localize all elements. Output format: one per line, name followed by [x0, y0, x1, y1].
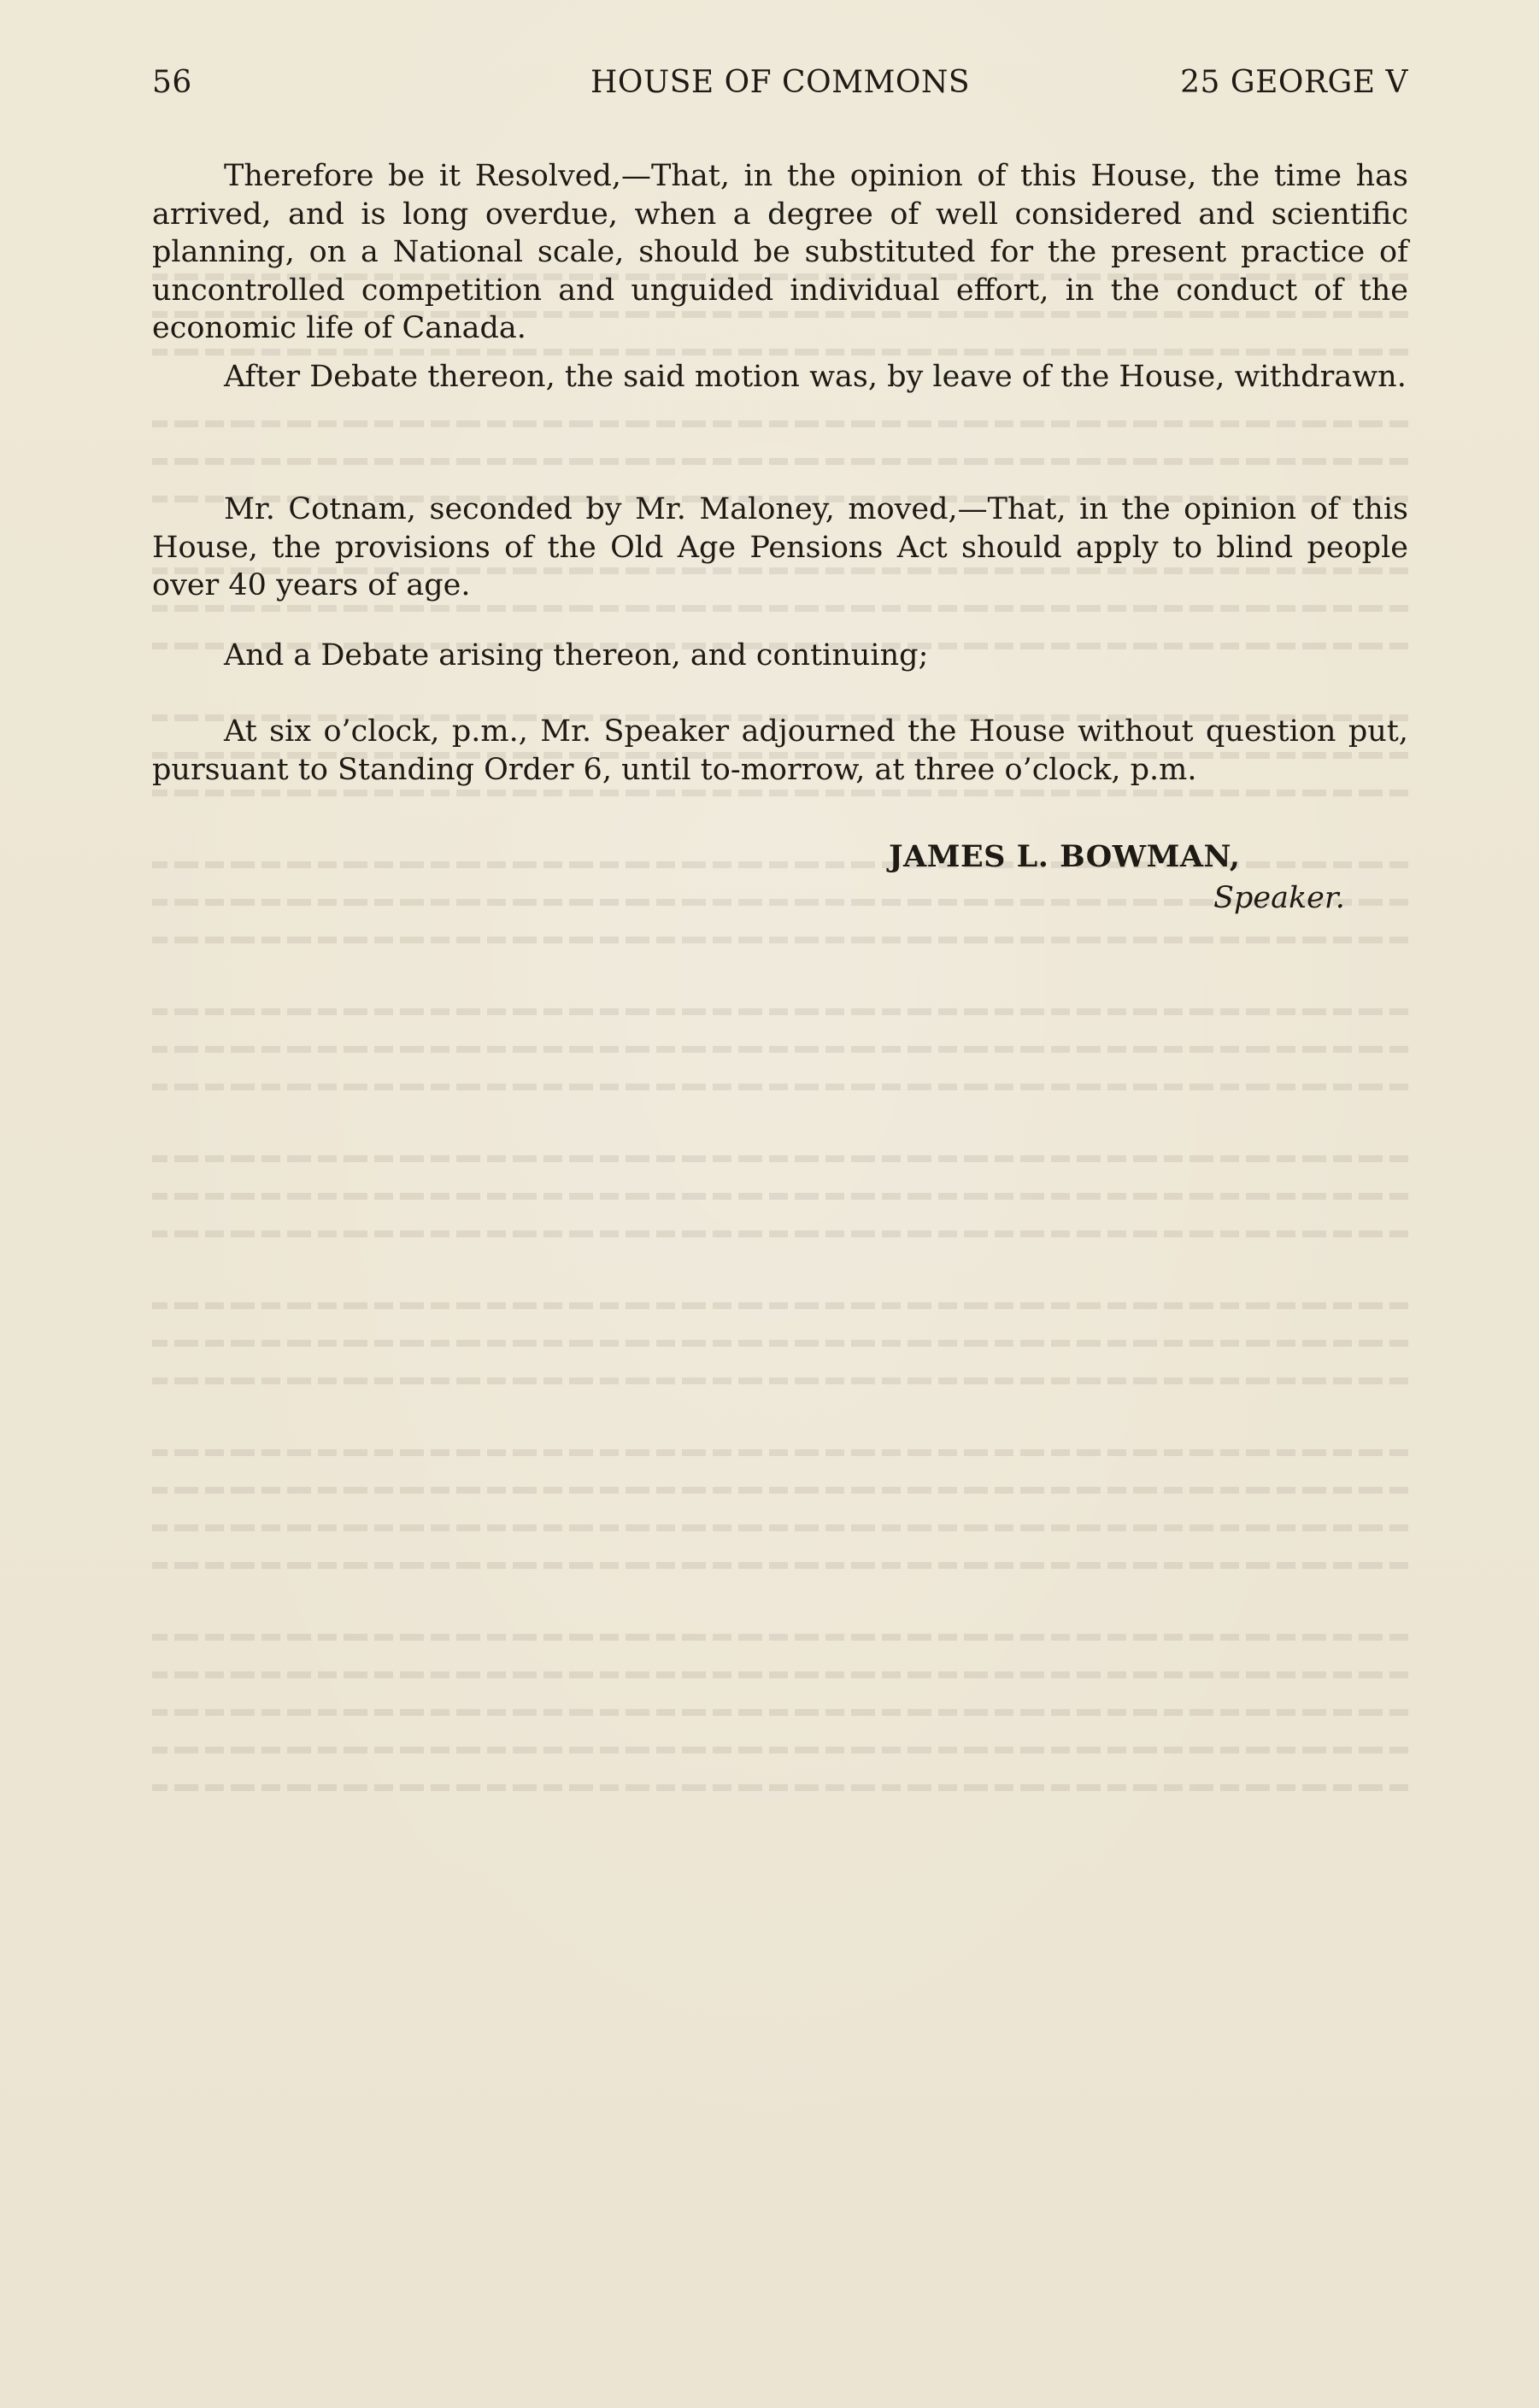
header-regnal-year: 25 GEORGE V — [1180, 65, 1408, 100]
paragraph-debate-arising: And a Debate arising thereon, and continuing; — [224, 638, 929, 672]
paragraph-resolution: Therefore be it Resolved,—That, in the opinion of this House, the time has arrived, and is long overdue, when a degree of well considered and scientific planning, on a National scale, should be substituted for the present practice of uncontrolled competition and unguided individual effort, in the conduct of the economic life of Canada. — [152, 159, 1408, 345]
page-number: 56 — [152, 65, 192, 100]
signature-block — [889, 837, 1350, 923]
paragraph-adjournment: At six o’clock, p.m., Mr. Speaker adjourned the House without question put, pursuant to Standing Order 6, until to-morrow, at three o’clock, p.m. — [152, 714, 1408, 787]
paragraph-motion-withdrawn: After Debate thereon, the said motion was, by leave of the House, withdrawn. — [224, 360, 1407, 394]
speaker-name: JAMES L. BOWMAN, — [889, 839, 1241, 874]
page-header — [152, 62, 1408, 104]
header-title: HOUSE OF COMMONS — [590, 65, 971, 100]
paragraph-cotnam-motion: Mr. Cotnam, seconded by Mr. Maloney, moved,—That, in the opinion of this House, the provisions of the Old Age Pensions Act should apply to blind people over 40 years of age. — [152, 492, 1408, 602]
speaker-title: Speaker. — [1213, 881, 1345, 915]
